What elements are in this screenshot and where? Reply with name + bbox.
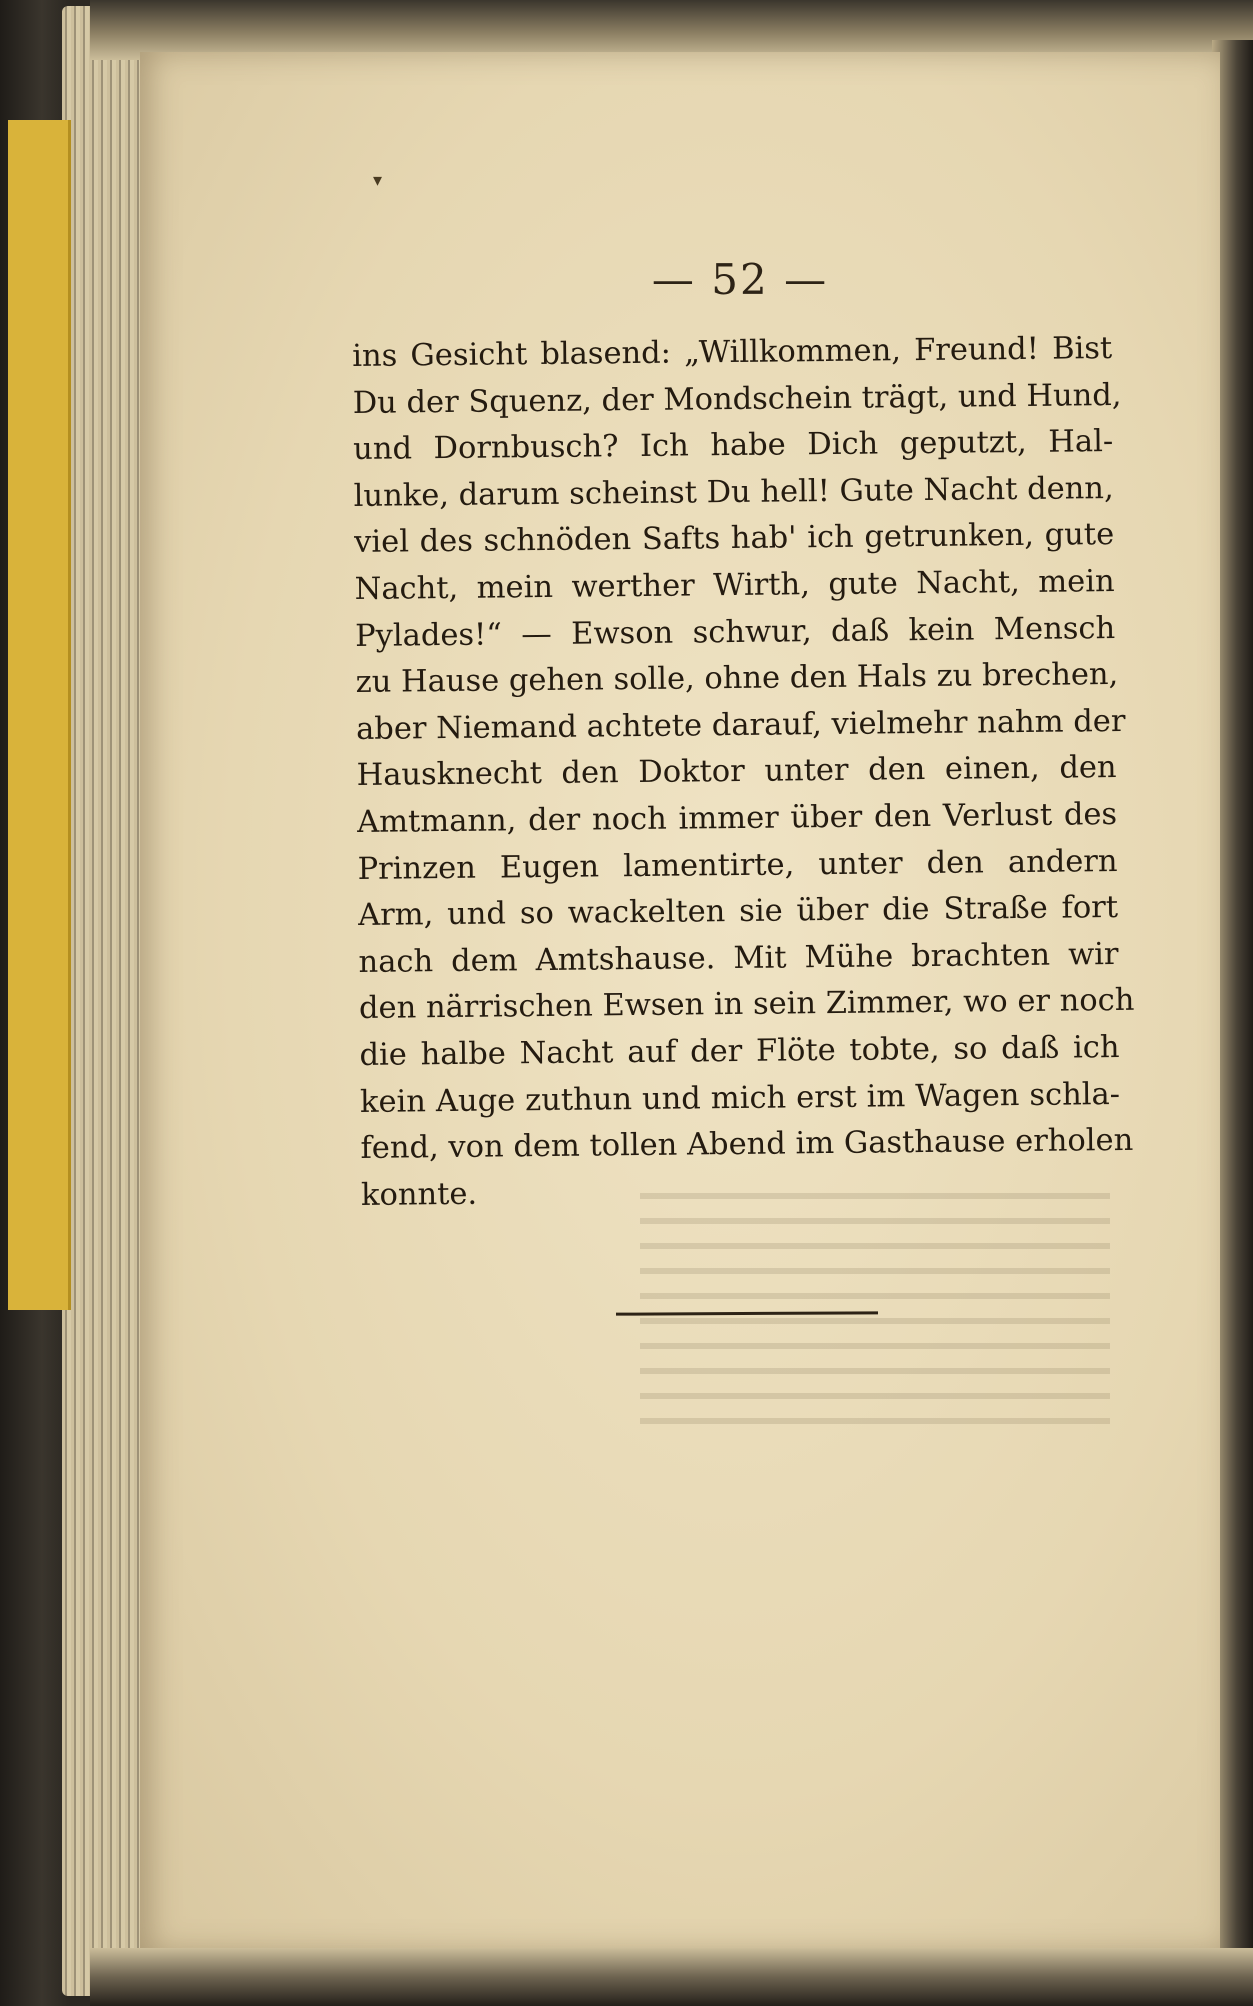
yellow-bookmark-strip [8,120,71,1310]
body-text [352,326,1135,1219]
text-line: viel des schnöden Safts hab' ich getrunken, gute [354,517,1115,561]
text-line: ins Gesicht blasend: „Willkommen, Freund! Bist [352,331,1113,374]
page-number: — 52 — [651,255,829,304]
text-line: nach dem Amtshause. Mit Mühe brachten wir [358,936,1119,980]
text-line: Amtmann, der noch immer über den Verlust des [356,796,1118,840]
text-line: die halbe Nacht auf der Flöte tobte, so daß ich [359,1029,1120,1073]
text-line: Hausknecht den Doktor unter den einen, den [356,750,1117,794]
stray-ink-mark: ▾ [373,170,383,191]
top-page-edge [90,0,1253,60]
show-through-from-reverse [640,1175,1110,1675]
text-line: den närrischen Ewsen in sein Zimmer, wo er noch [358,983,1135,1027]
text-line: Arm, und so wackelten sie über die Straße fort [357,890,1119,934]
text-line: Prinzen Eugen lamentirte, unter den andern [357,843,1118,887]
text-line: und Dornbusch? Ich habe Dich geputzt, Hal- [353,424,1114,468]
text-line: fend, von dem tollen Abend im Gasthause erholen [360,1122,1134,1167]
text-line: Nacht, mein werther Wirth, gute Nacht, mein [354,563,1115,607]
text-line: zu Hause gehen solle, ohne den Hals zu brechen, [355,657,1119,701]
text-line: lunke, darum scheinst Du hell! Gute Nacht denn, [353,470,1114,514]
text-line: aber Niemand achtete darauf, vielmehr nahm der [355,703,1126,747]
text-line: Du der Squenz, der Mondschein trägt, und Hund, [352,377,1122,421]
text-line: Pylades!“ — Ewson schwur, daß kein Mensch [354,610,1116,654]
text-line: kein Auge zuthun und mich erst im Wagen schla- [359,1076,1121,1120]
bottom-page-edge [90,1948,1253,2006]
text-line-final: konnte. [360,1176,478,1213]
